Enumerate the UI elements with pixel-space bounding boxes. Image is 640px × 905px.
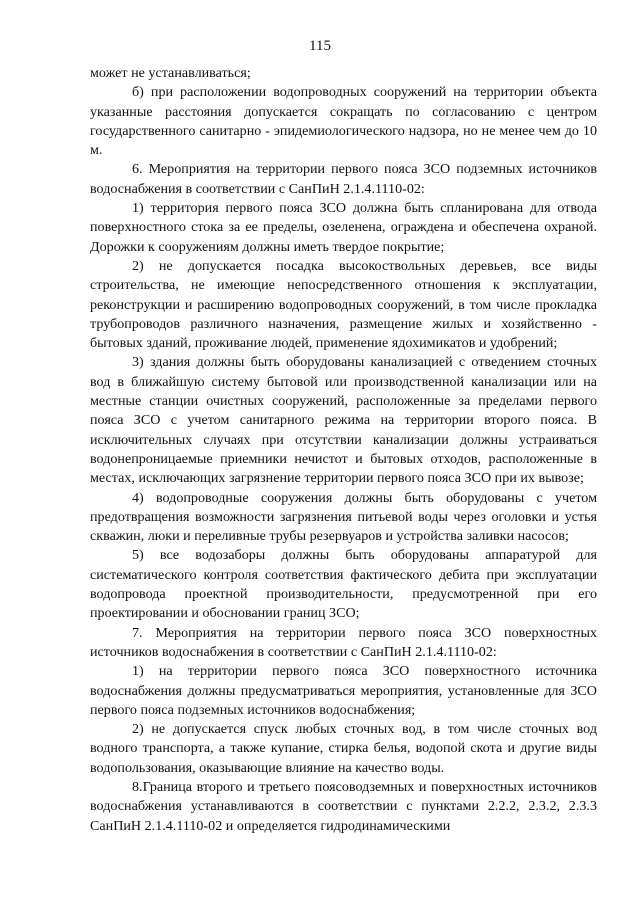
paragraph-section-8: 8.Граница второго и третьего поясоводземных и поверхностных источников водоснабжения устанавливаются в соответствии с пунктами 2.2.2, 2.3.2, 2.3.3 СанПиН 2.1.4.1110-02 и определяется гидродинамическими <box>90 778 597 834</box>
paragraph-6-item-3: 3) здания должны быть оборудованы канализацией с отведением сточных вод в ближайшую систему бытовой или производственной канализации или на местные станции очистных сооружений, расположенные за пределами первого пояса ЗСО с учетом санитарного режима на территории второго пояса. В исключительных случаях при отсутствии канализации должны устраиваться водонепроницаемые приемники нечистот и бытовых отходов, расположенные в местах, исключающих загрязнение территории первого пояса ЗСО при их вывозе; <box>90 354 597 487</box>
paragraph-continuation: может не устанавливаться; <box>90 65 251 81</box>
paragraph-section-6: 6. Мероприятия на территории первого пояса ЗСО подземных источников водоснабжения в соответствии с СанПиН 2.1.4.1110-02: <box>90 161 597 197</box>
paragraph-7-item-2: 2) не допускается спуск любых сточных вод, в том числе сточных вод водного транспорта, а также купание, стирка белья, водопой скота и другие виды водопользования, оказывающие влияние на качество воды. <box>90 721 597 776</box>
paragraph-7-item-1: 1) на территории первого пояса ЗСО поверхностного источника водоснабжения должны предусматриваться мероприятия, установленные для ЗСО первого пояса подземных источников водоснабжения; <box>90 663 597 718</box>
paragraph-6-item-1: 1) территория первого пояса ЗСО должна быть спланирована для отвода поверхностного стока за ее пределы, озеленена, ограждена и обеспечена охраной. Дорожки к сооружениям должны иметь твердое покрытие; <box>90 200 597 255</box>
page-number: 115 <box>309 38 331 54</box>
paragraph-item-b: б) при расположении водопроводных сооружений на территории объекта указанные расстояния допускается сокращать по согласованию с центром государственного санитарно - эпидемиологического надзора, но не менее чем до 10 м. <box>90 84 597 159</box>
paragraph-6-item-5: 5) все водозаборы должны быть оборудованы аппаратурой для систематического контроля соответствия фактического дебита при эксплуатации водопровода проектной производительности, предусмотренной при его проектировании и обосновании границ ЗСО; <box>90 547 597 622</box>
paragraph-6-item-2: 2) не допускается посадка высокоствольных деревьев, все виды строительства, не имеющие непосредственного отношения к эксплуатации, реконструкции и расширению водопроводных сооружений, в том числе прокладка трубопроводов различного назначения, размещение жилых и хозяйственно - бытовых зданий, проживание людей, применение ядохимикатов и удобрений; <box>90 257 597 352</box>
document-body <box>90 64 597 836</box>
paragraph-section-7: 7. Мероприятия на территории первого пояса ЗСО поверхностных источников водоснабжения в соответствии с СанПиН 2.1.4.1110-02: <box>90 624 597 660</box>
paragraph-6-item-4: 4) водопроводные сооружения должны быть оборудованы с учетом предотвращения возможности загрязнения питьевой воды через оголовки и устья скважин, люки и переливные трубы резервуаров и устройства заливки насосов; <box>90 489 597 545</box>
